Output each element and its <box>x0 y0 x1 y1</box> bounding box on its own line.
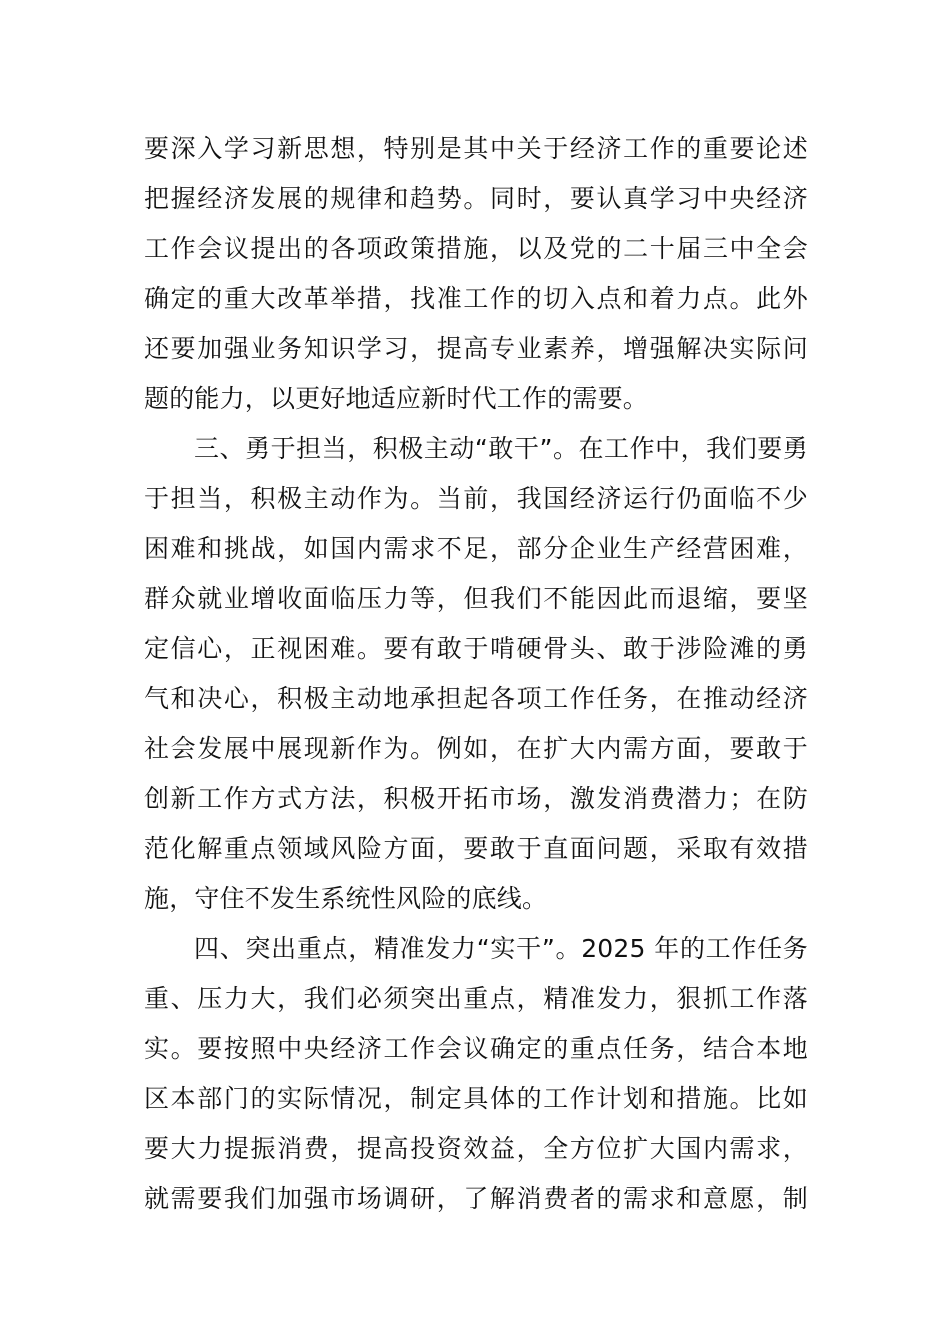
text-line: 把握经济发展的规律和趋势。同时，要认真学习中央经济 <box>144 184 808 213</box>
text-line: 题的能力，以更好地适应新时代工作的需要。 <box>144 384 649 413</box>
document-page <box>144 124 808 1224</box>
text-line: 定信心，正视困难。要有敢于啃硬骨头、敢于涉险滩的勇 <box>144 634 808 663</box>
text-line: 要大力提振消费，提高投资效益，全方位扩大国内需求， <box>144 1134 808 1163</box>
text-line: 社会发展中展现新作为。例如，在扩大内需方面，要敢于 <box>144 734 808 763</box>
text-line: 就需要我们加强市场调研，了解消费者的需求和意愿，制 <box>144 1184 808 1213</box>
section-heading-line: 四、突出重点，精准发力“实干”。2025 年的工作任务 <box>194 934 808 963</box>
text-line: 还要加强业务知识学习，提高专业素养，增强解决实际问 <box>144 334 808 363</box>
section-heading-line: 三、勇于担当，积极主动“敢干”。在工作中，我们要勇 <box>194 434 808 463</box>
text-line: 气和决心，积极主动地承担起各项工作任务，在推动经济 <box>144 684 808 713</box>
text-line: 创新工作方式方法，积极开拓市场，激发消费潜力；在防 <box>144 784 808 813</box>
text-line: 重、压力大，我们必须突出重点，精准发力，狠抓工作落 <box>144 984 808 1013</box>
text-line: 工作会议提出的各项政策措施，以及党的二十届三中全会 <box>144 234 808 263</box>
text-line: 范化解重点领域风险方面，要敢于直面问题，采取有效措 <box>144 834 808 863</box>
text-line: 区本部门的实际情况，制定具体的工作计划和措施。比如 <box>144 1084 808 1113</box>
text-line: 实。要按照中央经济工作会议确定的重点任务，结合本地 <box>144 1034 808 1063</box>
text-line: 施，守住不发生系统性风险的底线。 <box>144 884 548 913</box>
text-line: 要深入学习新思想，特别是其中关于经济工作的重要论述 <box>144 134 808 163</box>
text-line: 确定的重大改革举措，找准工作的切入点和着力点。此外 <box>144 284 808 313</box>
text-line: 群众就业增收面临压力等，但我们不能因此而退缩，要坚 <box>144 584 808 613</box>
text-line: 于担当，积极主动作为。当前，我国经济运行仍面临不少 <box>144 484 808 513</box>
text-line: 困难和挑战，如国内需求不足，部分企业生产经营困难， <box>144 534 808 563</box>
